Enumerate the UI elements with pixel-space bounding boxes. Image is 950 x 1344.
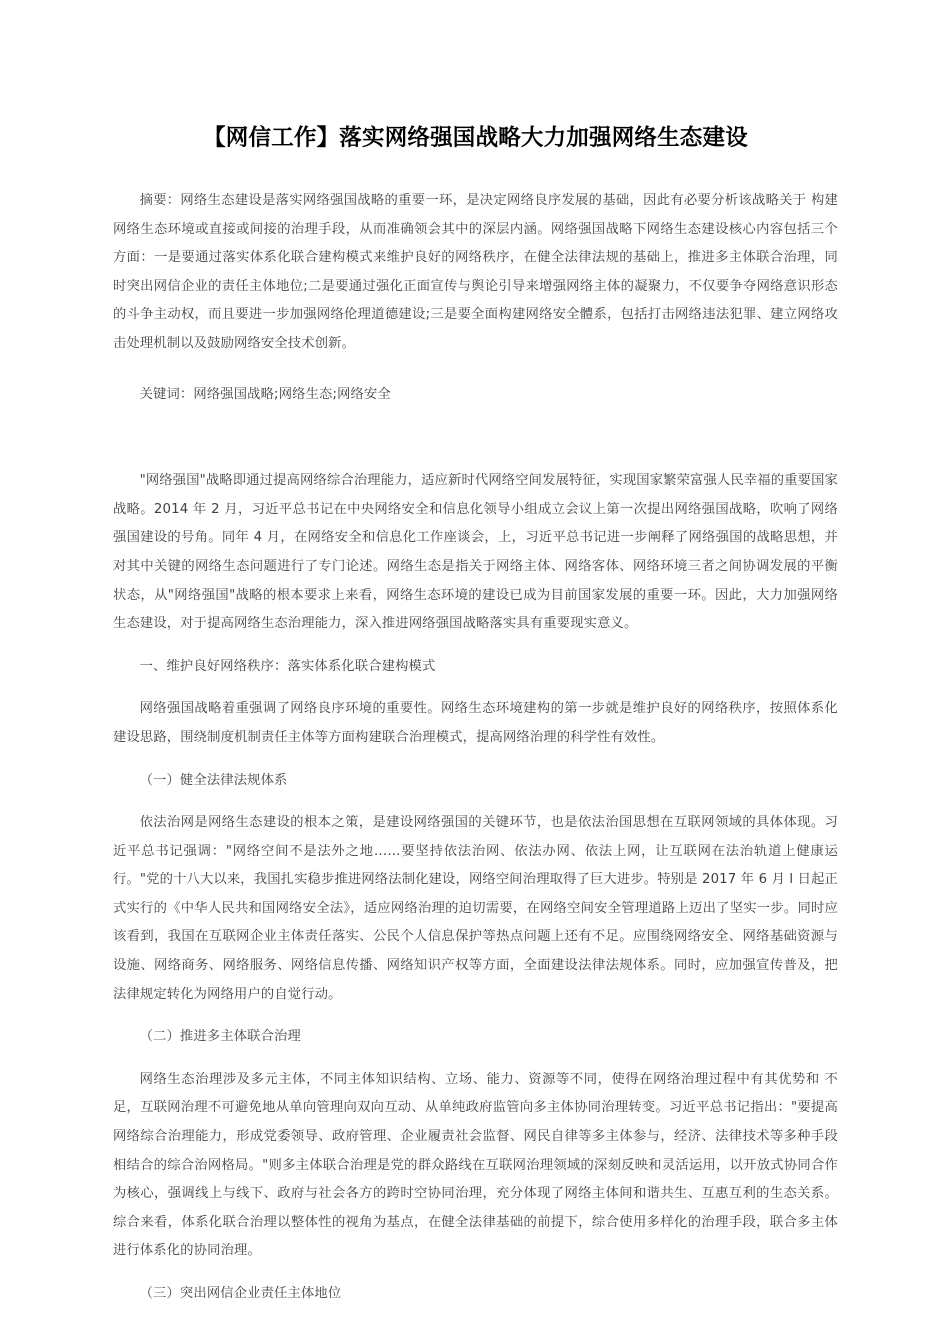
spacer [113, 1009, 838, 1023]
section-heading-1: 一、维护良好网络秩序：落实体系化联合建构模式 [139, 658, 436, 674]
spacer [113, 359, 838, 381]
spacer [113, 639, 838, 653]
spacer [113, 795, 838, 809]
page-title: 【网信工作】落实网络强国战略大力加强网络生态建设 [203, 125, 748, 151]
spacer [113, 1052, 838, 1066]
document-body [113, 187, 838, 1309]
keywords-paragraph: 关键词：网络强国战略;网络生态;网络安全 [139, 386, 391, 402]
spacer [113, 681, 838, 695]
spacer [113, 409, 838, 467]
subsection-heading-3: （三）突出网信企业责任主体地位 [139, 1286, 342, 1301]
subsection-heading-2: （二）推进多主体联合治理 [139, 1029, 301, 1045]
introduction-paragraph: "网络强国"战略即通过提高网络综合治理能力，适应新时代网络空间发展特征，实现国家繁荣富强人民幸福的重要国家战略。2014 年 2 月，习近平总书记在中央网络安全和信息化领导小组成立会议上第一次提出网络强国战略，吹响了网络强国建设的号角。同年 4 月，在网络安全和信息化工作座谈会，上，习近平总书记进一步阐释了网络强国的战略思想，并对其中关键的网络生态问题进行了专门论述。网络生态是指关于网络主体、网络客体、网络环境三者之间协调发展的平衡状态，从"网络强国"战略的根本要求上来看，网络生态环境的建设已成为目前国家发展的重要一环。因此，大力加强网络生态建设，对于提高网络生态治理能力，深入推进网络强国战略落实具有重要现实意义。 [113, 473, 838, 632]
spacer [113, 753, 838, 767]
spacer [113, 1266, 838, 1280]
subsection-paragraph-2: 网络生态治理涉及多元主体，不同主体知识结构、立场、能力、资源等不同，使得在网络治理过程中有其优势和 不足，互联网治理不可避免地从单向管理向双向互动、从单纯政府监管向多主体协同治理转变。习近平总书记指出："要提高网络综合治理能力，形成党委领导、政府管理、企业履责社会监督、网民自律等多主体参与，经济、法律技术等多种手段相结合的综合治网格局。"则多主体联合治理是党的群众路线在互联网治理领域的深刻反映和灵活运用，以开放式协同合作为核心，强调线上与线下、政府与社会各方的跨时空协同治理，充分体现了网络主体间和谐共生、互惠互利的生态关系。综合来看，体系化联合治理以整体性的视角为基点，在健全法律基础的前提下，综合使用多样化的治理手段，联合多主体进行体系化的协同治理。 [113, 1071, 838, 1259]
subsection-paragraph-1: 依法治网是网络生态建设的根本之策，是建设网络强国的关键环节，也是依法治国思想在互联网领域的具体体现。习近平总书记强调："网络空间不是法外之地……要坚持依法治网、依法办网、依法上网，让互联网在法治轨道上健康运行。"党的十八大以来，我国扎实稳步推进网络法制化建设，网络空间治理取得了巨大进步。特别是 2017 年 6 月 l 日起正式实行的《中华人民共和国网络安全法》，适应网络治理的迫切需要，在网络空间安全管理道路上迈出了坚实一步。同时应该看到，我国在互联网企业主体责任落实、公民个人信息保护等热点问题上还有不足。应围绕网络安全、网络基础资源与设施、网络商务、网络服务、网络信息传播、网络知识产权等方面，全面建设法律法规体系。同时，应加强宣传普及，把法律规定转化为网络用户的自觉行动。 [113, 815, 838, 1002]
subsection-heading-1: （一）健全法律法规体系 [139, 772, 288, 788]
abstract-paragraph: 摘要：网络生态建设是落实网络强国战略的重要一环，是决定网络良序发展的基础，因此有必要分析该战略关于 构建网络生态环境或直接或间接的治理手段，从而准确领会其中的深层内涵。网络强国战略下网络生态建设核心内容包括三个方面：一是要通过落实体系化联合建构模式来维护良好的网络秩序，在健全法律法规的基础上，推进多主体联合治理，同时突出网信企业的责任主体地位;二是要通过强化正面宣传与舆论引导来增强网络主体的凝聚力，不仅要争夺网络意识形态的斗争主动权，而且要进一步加强网络伦理道德建设;三是要全面构建网络安全體系，包括打击网络违法犯罪、建立网络攻击处理机制以及鼓励网络安全技术创新。 [113, 193, 838, 351]
title-block [113, 0, 838, 161]
section-paragraph-1: 网络强国战略着重强调了网络良序环境的重要性。网络生态环境建构的第一步就是维护良好的网络秩序，按照体系化建设思路，围绕制度机制责任主体等方面构建联合治理模式，提高网络治理的科学性有效性。 [113, 701, 838, 745]
